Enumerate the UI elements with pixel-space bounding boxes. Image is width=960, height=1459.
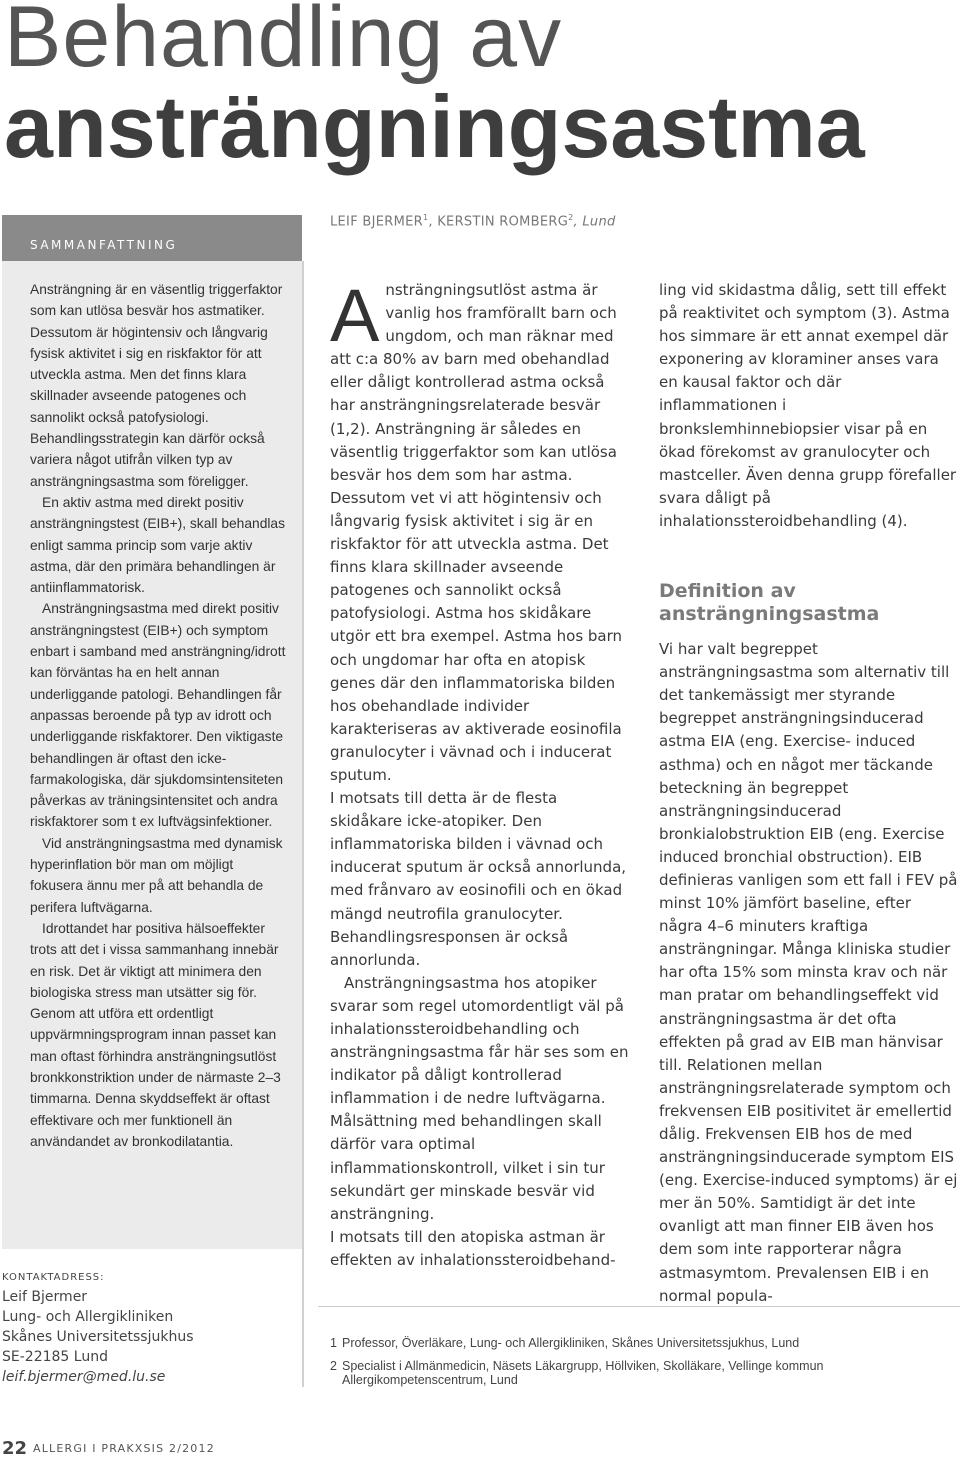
contact-department: Lung- och Allergikliniken	[2, 1309, 174, 1325]
author-2-affiliation: 2	[568, 213, 574, 222]
journal-name: ALLERGI I PRAKXSIS 2/2012	[33, 1442, 215, 1455]
section-heading: Definition av ansträngningsastma	[659, 580, 880, 626]
contact-hospital: Skånes Universitetssjukhus	[2, 1329, 194, 1345]
summary-paragraph: Idrottandet har positiva hälsoeffekter trots att det i vissa sammanhang innebär en risk. Det är viktigt att minimera den biologiska stress man utsätter sig för. Genom att utföra ett ordentligt uppvärmningsprogram innan passet kan man oftast förhindra ansträngningsutlöst bronkkonstriktion under de närmaste 2–3 timmarna. Denna skyddseffekt är oftast effektivare och mer funktionell än användandet av bronkodilatantia.	[30, 920, 281, 1149]
summary-paragraph: Ansträngning är en väsentlig triggerfaktor som kan utlösa besvär hos astmatiker. Dessutom är högintensiv och långvarig fysisk aktivitet i sig en riskfaktor för att utveckla astma. Men det finns klara skillnader avseende patogenes och sannolikt också patofysiologi. Behandlingsstrategin kan därför också variera något utifrån vilken typ av ansträngningsastma som föreligger.	[30, 282, 283, 489]
author-2: KERSTIN ROMBERG	[437, 214, 569, 230]
footnote-number: 1	[330, 1336, 337, 1350]
contact-address	[2, 1272, 292, 1387]
title-line-1: Behandling av	[4, 0, 563, 85]
summary-paragraph: En aktiv astma med direkt positiv ansträngningstest (EIB+), skall behandlas enligt samma princip som varje aktiv astma, där den primära behandlingen är antiinflammatorisk.	[30, 494, 286, 596]
author-1-affiliation: 1	[422, 213, 429, 222]
authors-line	[330, 213, 616, 229]
footnote-divider	[318, 1306, 960, 1307]
footnote-text: Professor, Överläkare, Lung- och Allergikliniken, Skånes Universitetssjukhus, Lund	[342, 1336, 800, 1350]
contact-postal: SE-22185 Lund	[2, 1349, 108, 1365]
body-paragraph: I motsats till den atopiska astman är effekten av inhalationssteroidbehand-	[330, 1227, 616, 1269]
summary-label: SAMMANFATTNING	[30, 238, 178, 252]
summary-text	[30, 279, 288, 1152]
body-paragraph: Vi har valt begreppet ansträngningsastma som alternativ till det tankemässigt mer styrande begreppet ansträngningsinducerad astma EIA (eng. Exercise- induced asthma) och en något mer täckande beteckning än begreppet ansträngningsinducerad bronkialobstruktion EIB (eng. Exercise induced bronchial obstruction). EIB definieras vanligen som ett fall i FEV på minst 10% jämfört baseline, efter några 4–6 minuters kraftiga ansträngningar. Många kliniska studier har ofta 15% som minsta krav och när man pratar om behandlingseffekt vid ansträngningsastma är det ofta effekten på grad av EIB man hänvisar till. Relationen mellan ansträngningsrelaterade symptom och frekvensen EIB positivitet är emellertid dålig. Frekvensen EIB hos de med ansträngningsinducerade symptom EIS (eng. Exercise-induced symptoms) är ej mer än 50%. Samtidigt är det inte ovanligt att man finner EIB även hos dem som inte rapporterar några astmasymtom. Prevalensen EIB i en normal popula-	[659, 640, 958, 1305]
body-paragraph-text: nsträngningsutlöst astma är vanlig hos framförallt barn och ungdom, och man räknar med att c:a 80% av barn med obehandlad eller dåligt kontrollerad astma också har ansträngningsrelaterade besvär (1,2). Ansträngning är således en väsentlig triggerfaktor som kan utlösa besvär hos dem som har astma. Dessutom vet vi att högintensiv och långvarig fysisk aktivitet i sig är en riskfaktor för att utveckla astma. Det finns klara skillnader avseende patogenes och sannolikt också patofysiologi. Astma hos skidåkare utgör ett bra exempel. Astma hos barn och ungdomar har ofta en atopisk genes där den inflammatoriska bilden hos obehandlade individer karakteriseras av aktiverade eosinofila granulocyter i vävnad och i inducerat sputum.	[330, 281, 623, 784]
footnote-text: Specialist i Allmänmedicin, Näsets Läkargrupp, Höllviken, Skolläkare, Vellinge kommun Allergikompetenscentrum, Lund	[342, 1359, 824, 1387]
body-paragraph: I motsats till detta är de flesta skidåkare icke-atopiker. Den inflammatoriska bilden i vävnad och inducerat sputum är också annorlunda, med frånvaro av eosinofili och en ökad mängd neutrofila granulocyter. Behandlingsresponsen är också annorlunda.	[330, 789, 627, 969]
summary-paragraph: Vid ansträngningsastma med dynamisk hyperinflation bör man om möjligt fokusera ännu mer på att behandla de perifera luftvägarna.	[30, 835, 283, 915]
author-separator: ,	[428, 214, 438, 230]
contact-label: KONTAKTADRESS:	[2, 1272, 105, 1283]
footnote	[330, 1359, 930, 1387]
footnote	[330, 1336, 930, 1350]
footnotes	[330, 1336, 930, 1396]
summary-paragraph: Ansträngningsastma med direkt positiv ansträngningstest (EIB+) och symptom enbart i samband med ansträngning/idrott kan förväntas ha en helt annan underliggande patologi. Behandlingen får anpassas beroende på typ av idrott och underliggande riskfaktorer. Den viktigaste behandlingen är oftast den icke-farmakologiska, där sjukdomsintensiteten påverkas av träningsintensitet och andra riskfaktorer som t ex luftvägsinfektioner.	[30, 601, 286, 830]
footnote-number: 2	[330, 1359, 337, 1373]
page-number: 22	[2, 1438, 28, 1459]
contact-email-link[interactable]: leif.bjermer@med.lu.se	[2, 1369, 166, 1385]
drop-cap: A	[330, 274, 380, 357]
body-column-1	[330, 274, 630, 1272]
author-location: , Lund	[573, 214, 616, 230]
body-paragraph	[330, 274, 630, 787]
contact-name: Leif Bjermer	[2, 1289, 88, 1305]
body-column-2	[659, 279, 959, 1308]
author-1: LEIF BJERMER	[330, 214, 423, 230]
title-line-2: ansträngningsastma	[4, 77, 865, 176]
body-paragraph: Ansträngningsastma hos atopiker svarar som regel utomordentligt väl på inhalationssteroidbehandling och ansträngningsastma får här ses som en indikator på dåligt kontrollerad inflammation i de nedre luftvägarna. Målsättning med behandlingen skall därför vara optimal inflammationskontroll, vilket i sin tur sekundärt ger minskade besvär vid ansträngning.	[330, 973, 629, 1223]
body-paragraph: ling vid skidastma dålig, sett till effekt på reaktivitet och symptom (3). Astma hos simmare är ett annat exempel där exponering av kloraminer anses vara en kausal faktor och där inflammationen i bronkslemhinnebiopsier visar på en ökad förekomst av granulocyter och mastceller. Även denna grupp förefaller svara dåligt på inhalationssteroidbehandling (4).	[659, 281, 957, 530]
summary-divider	[302, 261, 304, 1387]
